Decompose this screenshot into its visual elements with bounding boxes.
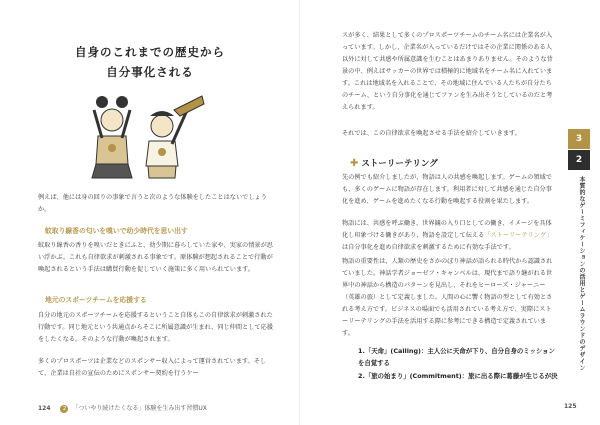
right-paragraph-5: 物語の重要性は、人類の歴史をさかのぼり神話が語られる時代から認識されていました。神話学者ジョーゼフ・キャンベルは、現代まで語り継がれる世界中の神話から構造のパターンを見出し、それをヒーローズ・ジャーニー（英雄の旅）として定義しました。人間の心に響く物語の型として有効とされる考え方です。ビジネスの場面でも活用されている考え方で、実際にストーリーテリングの手法を活用する際に参考にできる構造で定義されています。 [342,258,553,337]
list-item-commitment: 2.「旅の始まり」(Commitment)：旅に出る際に葛藤が生じるが決 [358,372,558,380]
left-page-number: 124 [38,405,51,412]
chapter-badge: 2 [60,405,68,413]
storytelling-highlight: 「ストーリーテリング」 [484,232,553,239]
chapter-tab-2-active[interactable]: 2 [568,150,590,170]
left-footer [38,403,207,413]
subheading-local-sports: 地元のスポーツチームを応援する [45,296,147,304]
illustration-heading-line2: 自分事化される [106,65,194,79]
left-paragraph-1: 例えば、他には身の回りの事象で言うと次のような体験をしたことはないでしょうか。 [38,194,267,213]
left-paragraph-2: 蚊取り線香の香りを嗅いだときにふと、幼少期に暮らしていた家や、実家の情景が思い浮かぶ。これも自律欲求が刺激される事象です。原体験が想起されることで行動が喚起されるという手法は購買行動を促していく施策に多く用いられています。 [38,242,273,273]
section-title: ストーリーテリング [361,159,438,169]
plus-icon: ✚ [350,158,359,169]
section-heading-storytelling [350,157,438,169]
cheering-fans-illustration [62,86,212,186]
illustration-heading-line1: 自身のこれまでの歴史から [75,45,225,59]
right-paragraph-3: 先の例でも紹介しましたが、物語は人の共感を喚起します。ゲームの領域でも、多くのゲームに物語が存在します。利用者に対して共感を通じた自分事化を進め、ゲームを進めたくなる行動を喚起する役割を果たします。 [342,174,552,205]
page-gutter [299,0,300,425]
chapter-tab-3[interactable]: 3 [568,129,590,149]
left-paragraph-3: 自分の地元のスポーツチームを応援するということ自体もこの自律欲求が刺激された行動です。同じ地元という共通点からそこに所属意識が生まれ、同じ仲間として応援をしたくなる。そのような行動が喚起されます。 [38,312,273,343]
right-paragraph-2: それでは、この自律欲求を喚起させる手法を紹介していきます。 [342,130,521,137]
right-paragraph-1: スが多く、結果として多くのプロスポーツチームのチーム名には企業名が入っています。しかし、企業名が入っているだけではその企業に関係のある人以外に対して共感や所属意識を生むことはあまりありません。そのような背景の中、例えばサッカーの世界では積極的に地域名をチーム名に入れています。これは地域名を入れることで、その地域に住んでいる人たちが自分たちのチーム、という自分事化を通じてファンを生み出そうとしているのだと考えられます。 [342,32,553,111]
right-paragraph-4: 物語には、共感を呼ぶ働き、世界観の入り口としての働き、イメージを具体化し印象づける働きがあり、物語を設定して伝える「ストーリーテリング」は自分事化を進め自律欲求を刺激するために有効な手法です。 [342,220,553,251]
right-page-number: 125 [564,403,577,410]
list-item-calling: 1.「天命」(Calling)：主人公に天命が下り、自分自身のミッションを自覚する [358,347,555,367]
vertical-chapter-title: 本質的なゲーミフィケーションの活用とゲームラウンドのデザイン [578,176,585,371]
left-paragraph-4: 多くのプロスポーツは企業などのスポンサー収入によって運営されています。そして、企業は自社の宣伝のためにスポンサー契約を行うケー [38,358,267,377]
subheading-mosquito-coil: 蚊取り線香の匂いを嗅いで幼少時代を思い出す [45,227,188,235]
footer-book-title: 「ついやり続けたくなる」体験を生み出す習慣UX [72,405,207,412]
